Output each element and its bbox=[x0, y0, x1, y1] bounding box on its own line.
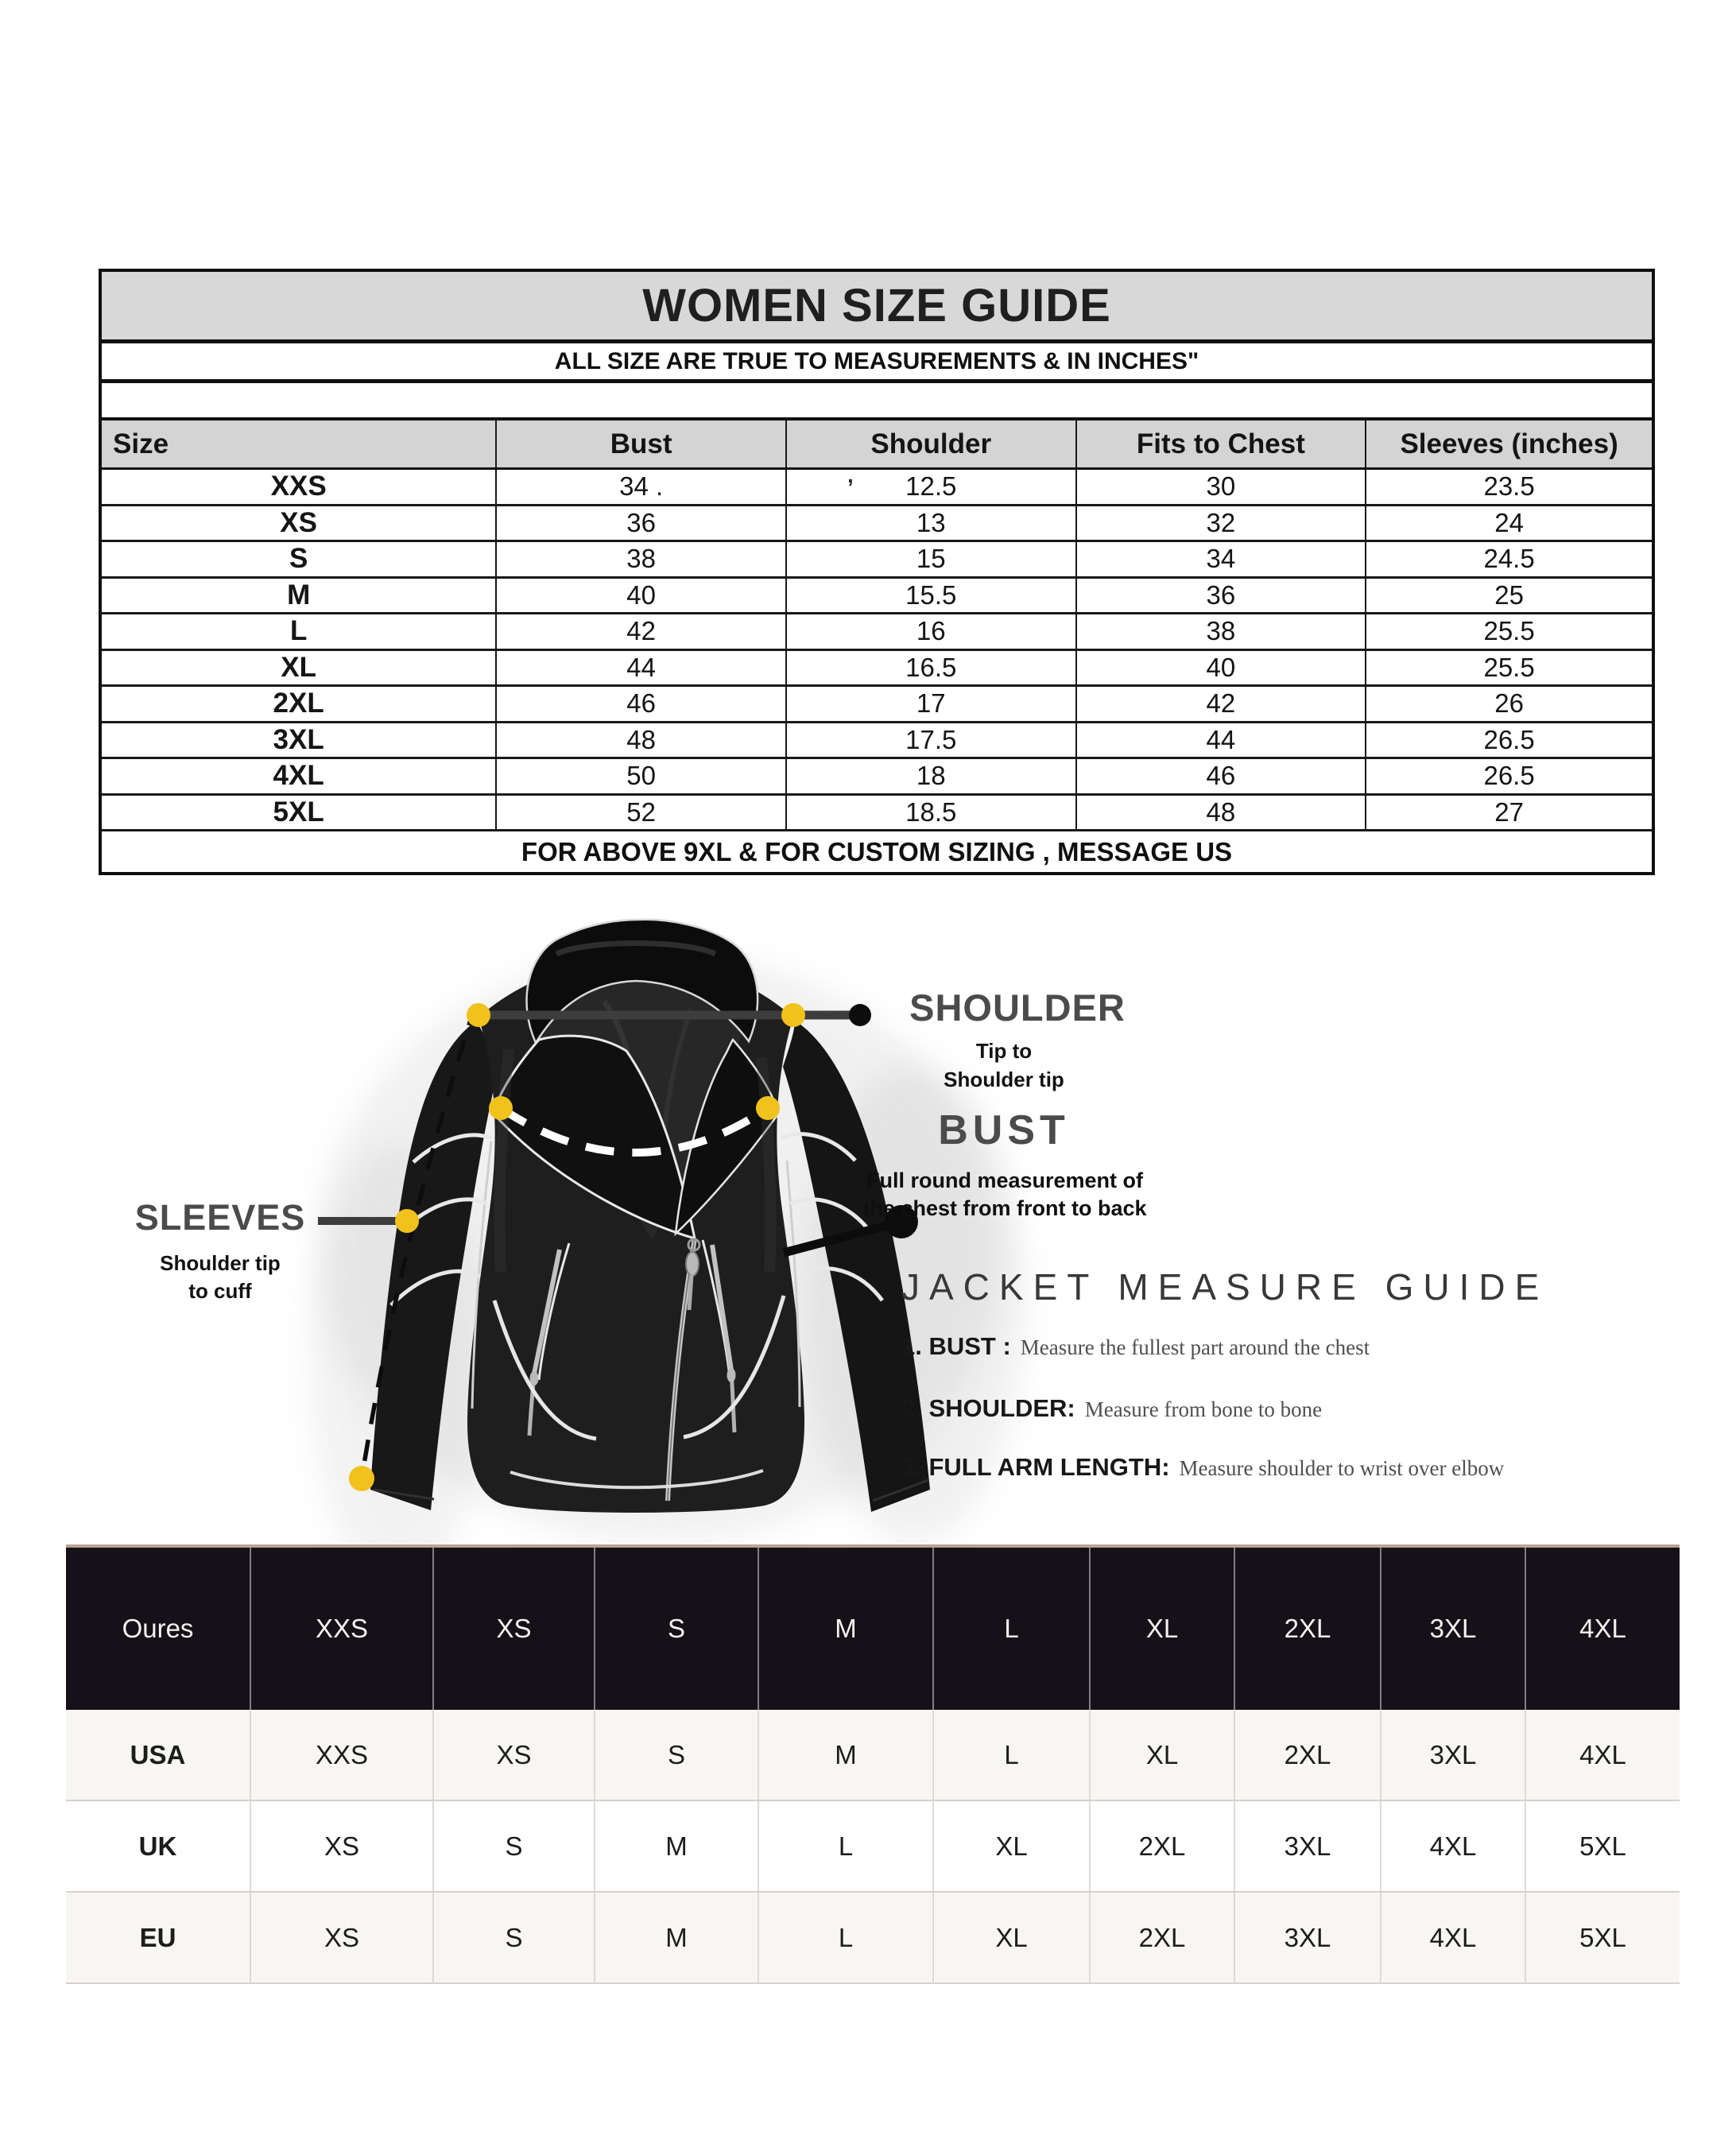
bust-cell: 38 bbox=[495, 542, 785, 576]
region-label: UK bbox=[138, 1831, 177, 1861]
conversion-header-m: M bbox=[758, 1548, 932, 1710]
size-cell: 4XL bbox=[273, 760, 324, 792]
guide-item-shoulder-label: 2. SHOULDER: bbox=[901, 1394, 1075, 1422]
bust-cell: 50 bbox=[495, 759, 785, 793]
chest-cell: 32 bbox=[1075, 506, 1366, 541]
size-cell: XS bbox=[280, 506, 317, 538]
usa-size: 4XL bbox=[1525, 1710, 1680, 1800]
column-header-sleeves: Sleeves (inches) bbox=[1365, 420, 1652, 467]
table-row-2xl bbox=[102, 687, 1652, 723]
table-row-l bbox=[102, 614, 1652, 651]
uk-size: 4XL bbox=[1380, 1801, 1525, 1891]
left-shoulder-dot bbox=[467, 1003, 490, 1027]
chest-cell: 34 bbox=[1075, 542, 1366, 576]
sleeves-cell: 24 bbox=[1365, 506, 1652, 541]
right-bust-dot bbox=[756, 1096, 780, 1120]
shoulder-cell: 17.5 bbox=[785, 723, 1075, 758]
conversion-row-eu bbox=[66, 1893, 1680, 1984]
women-size-guide-table bbox=[99, 269, 1655, 875]
sleeves-sub-line1: Shoulder tip bbox=[160, 1251, 281, 1275]
eu-size: 5XL bbox=[1525, 1893, 1680, 1982]
conversion-header-ours: Oures bbox=[122, 1614, 194, 1643]
shoulder-cell: 12.5 bbox=[785, 470, 1075, 504]
sleeves-cell: 24.5 bbox=[1365, 542, 1652, 576]
eu-size: XL bbox=[932, 1893, 1089, 1982]
size-guide-subtitle: ALL SIZE ARE TRUE TO MEASUREMENTS & IN INCHES" bbox=[102, 343, 1652, 383]
eu-size: S bbox=[432, 1893, 594, 1982]
left-bust-dot bbox=[489, 1096, 513, 1120]
chest-cell: 48 bbox=[1075, 796, 1366, 830]
size-table-footer-note: FOR ABOVE 9XL & FOR CUSTOM SIZING , MESSAGE US bbox=[521, 836, 1233, 866]
bust-cell: 40 bbox=[495, 579, 785, 613]
conversion-row-usa bbox=[66, 1710, 1680, 1801]
eu-size: 4XL bbox=[1380, 1893, 1525, 1982]
table-row-xxs bbox=[102, 470, 1652, 506]
usa-size: M bbox=[758, 1710, 932, 1800]
chest-cell: 38 bbox=[1075, 614, 1366, 649]
page-title: WOMEN SIZE GUIDE bbox=[102, 272, 1652, 343]
chest-cell: 44 bbox=[1075, 723, 1366, 758]
bust-sub-line1: Full round measurement of bbox=[866, 1168, 1144, 1192]
bust-cell: 46 bbox=[495, 687, 785, 721]
table-row-s bbox=[102, 542, 1652, 579]
bust-cell: 44 bbox=[495, 651, 785, 685]
sleeves-cell: 25 bbox=[1365, 579, 1652, 613]
shoulder-cell: 17 bbox=[785, 687, 1075, 721]
shoulder-pointer-dot bbox=[849, 1004, 871, 1026]
sleeves-cell: 27 bbox=[1365, 796, 1652, 830]
bust-cell: 52 bbox=[495, 796, 785, 830]
guide-item-arm-length-label: 3. FULL ARM LENGTH: bbox=[901, 1453, 1170, 1481]
cuff-dot bbox=[349, 1466, 374, 1491]
chest-cell: 36 bbox=[1075, 579, 1366, 613]
table-row-3xl bbox=[102, 723, 1652, 760]
column-header-fits-to-chest: Fits to Chest bbox=[1075, 420, 1366, 467]
uk-size: XS bbox=[250, 1801, 432, 1891]
eu-size: XS bbox=[250, 1893, 432, 1982]
conversion-header-l: L bbox=[932, 1548, 1089, 1710]
sleeves-sub-line2: to cuff bbox=[188, 1279, 252, 1304]
guide-item-bust bbox=[901, 1332, 1370, 1361]
size-cell: M bbox=[287, 579, 311, 610]
sleeve-mid-dot bbox=[395, 1209, 419, 1233]
table-row-xl bbox=[102, 651, 1652, 688]
shoulder-label: SHOULDER bbox=[909, 986, 1126, 1029]
size-cell: L bbox=[289, 615, 308, 647]
table-row-4xl bbox=[102, 759, 1652, 796]
size-conversion-table bbox=[66, 1544, 1680, 1984]
guide-item-bust-desc: Measure the fullest part around the chest bbox=[1020, 1335, 1370, 1359]
chest-cell: 30 bbox=[1075, 470, 1366, 504]
shoulder-sublabel bbox=[897, 1037, 1111, 1095]
usa-size: XS bbox=[432, 1710, 594, 1800]
shoulder-cell: 18 bbox=[785, 759, 1075, 793]
chest-cell: 46 bbox=[1075, 759, 1366, 793]
shoulder-cell: 16 bbox=[785, 614, 1075, 649]
sleeves-cell: 26.5 bbox=[1365, 723, 1652, 758]
size-guide-spacer bbox=[102, 383, 1652, 420]
column-header-shoulder: Shoulder bbox=[785, 420, 1075, 467]
shoulder-cell: 15.5 bbox=[785, 579, 1075, 613]
conversion-header-row bbox=[66, 1548, 1680, 1710]
shoulder-cell: 16.5 bbox=[785, 651, 1075, 685]
guide-item-bust-label: 1. BUST : bbox=[901, 1332, 1011, 1360]
size-cell: XXS bbox=[270, 471, 327, 502]
stray-mark: , bbox=[847, 463, 854, 487]
guide-item-arm-length bbox=[901, 1453, 1504, 1482]
uk-size: 3XL bbox=[1234, 1801, 1380, 1891]
bust-cell: 48 bbox=[495, 723, 785, 758]
usa-size: S bbox=[594, 1710, 758, 1800]
bust-sub-line2: the chest from front to back bbox=[862, 1196, 1147, 1221]
size-table-header-row bbox=[102, 420, 1652, 470]
column-header-size: Size bbox=[113, 428, 169, 459]
bust-cell: 36 bbox=[495, 506, 785, 541]
guide-item-arm-length-desc: Measure shoulder to wrist over elbow bbox=[1179, 1456, 1505, 1480]
uk-size: XL bbox=[932, 1801, 1089, 1891]
conversion-header-3xl: 3XL bbox=[1380, 1548, 1525, 1710]
size-cell: S bbox=[289, 543, 308, 575]
sleeves-sublabel bbox=[121, 1250, 320, 1305]
bust-sublabel bbox=[838, 1167, 1172, 1223]
usa-size: XXS bbox=[250, 1710, 432, 1800]
sleeves-cell: 26 bbox=[1365, 687, 1652, 721]
uk-size: 2XL bbox=[1089, 1801, 1234, 1891]
guide-item-shoulder-desc: Measure from bone to bone bbox=[1084, 1397, 1323, 1421]
bust-cell: 42 bbox=[495, 614, 785, 649]
size-cell: 3XL bbox=[273, 723, 324, 755]
sleeves-label: SLEEVES bbox=[134, 1197, 306, 1238]
uk-size: M bbox=[594, 1801, 758, 1891]
conversion-header-2xl: 2XL bbox=[1234, 1548, 1380, 1710]
conversion-row-uk bbox=[66, 1801, 1680, 1893]
size-cell: 2XL bbox=[273, 688, 324, 719]
sleeves-cell: 23.5 bbox=[1365, 470, 1652, 504]
uk-size: L bbox=[758, 1801, 932, 1891]
sleeves-cell: 25.5 bbox=[1365, 651, 1652, 685]
shoulder-sub-line2: Shoulder tip bbox=[944, 1068, 1064, 1092]
usa-size: L bbox=[932, 1710, 1089, 1800]
region-label: USA bbox=[130, 1739, 186, 1769]
eu-size: M bbox=[594, 1893, 758, 1982]
chest-cell: 40 bbox=[1075, 651, 1366, 685]
conversion-header-xl: XL bbox=[1089, 1548, 1234, 1710]
shoulder-cell: 15 bbox=[785, 542, 1075, 576]
jacket-measure-guide-title: JACKET MEASURE GUIDE bbox=[901, 1266, 1549, 1308]
size-cell: XL bbox=[281, 651, 317, 683]
table-row-xs bbox=[102, 506, 1652, 543]
column-header-bust: Bust bbox=[495, 420, 785, 467]
table-row-5xl bbox=[102, 796, 1652, 832]
eu-size: 3XL bbox=[1234, 1893, 1380, 1982]
eu-size: 2XL bbox=[1089, 1893, 1234, 1982]
eu-size: L bbox=[758, 1893, 932, 1982]
conversion-header-xs: XS bbox=[432, 1548, 594, 1710]
uk-size: S bbox=[432, 1801, 594, 1891]
chest-cell: 42 bbox=[1075, 687, 1366, 721]
conversion-header-4xl: 4XL bbox=[1525, 1548, 1680, 1710]
shoulder-cell: 13 bbox=[785, 506, 1075, 541]
right-shoulder-dot bbox=[781, 1003, 805, 1027]
shoulder-sub-line1: Tip to bbox=[975, 1039, 1033, 1063]
uk-size: 5XL bbox=[1525, 1801, 1680, 1891]
usa-size: 2XL bbox=[1234, 1710, 1380, 1800]
conversion-header-s: S bbox=[594, 1548, 758, 1710]
usa-size: XL bbox=[1089, 1710, 1234, 1800]
usa-size: 3XL bbox=[1380, 1710, 1525, 1800]
guide-item-shoulder bbox=[901, 1394, 1322, 1423]
shoulder-cell: 18.5 bbox=[785, 796, 1075, 830]
conversion-header-xxs: XXS bbox=[250, 1548, 432, 1710]
sleeves-cell: 25.5 bbox=[1365, 614, 1652, 649]
sleeves-cell: 26.5 bbox=[1365, 759, 1652, 793]
table-row-m bbox=[102, 579, 1652, 615]
bust-cell: 34 . bbox=[495, 470, 785, 504]
bust-label: BUST bbox=[938, 1107, 1070, 1153]
size-cell: 5XL bbox=[273, 796, 324, 827]
region-label: EU bbox=[139, 1922, 176, 1952]
